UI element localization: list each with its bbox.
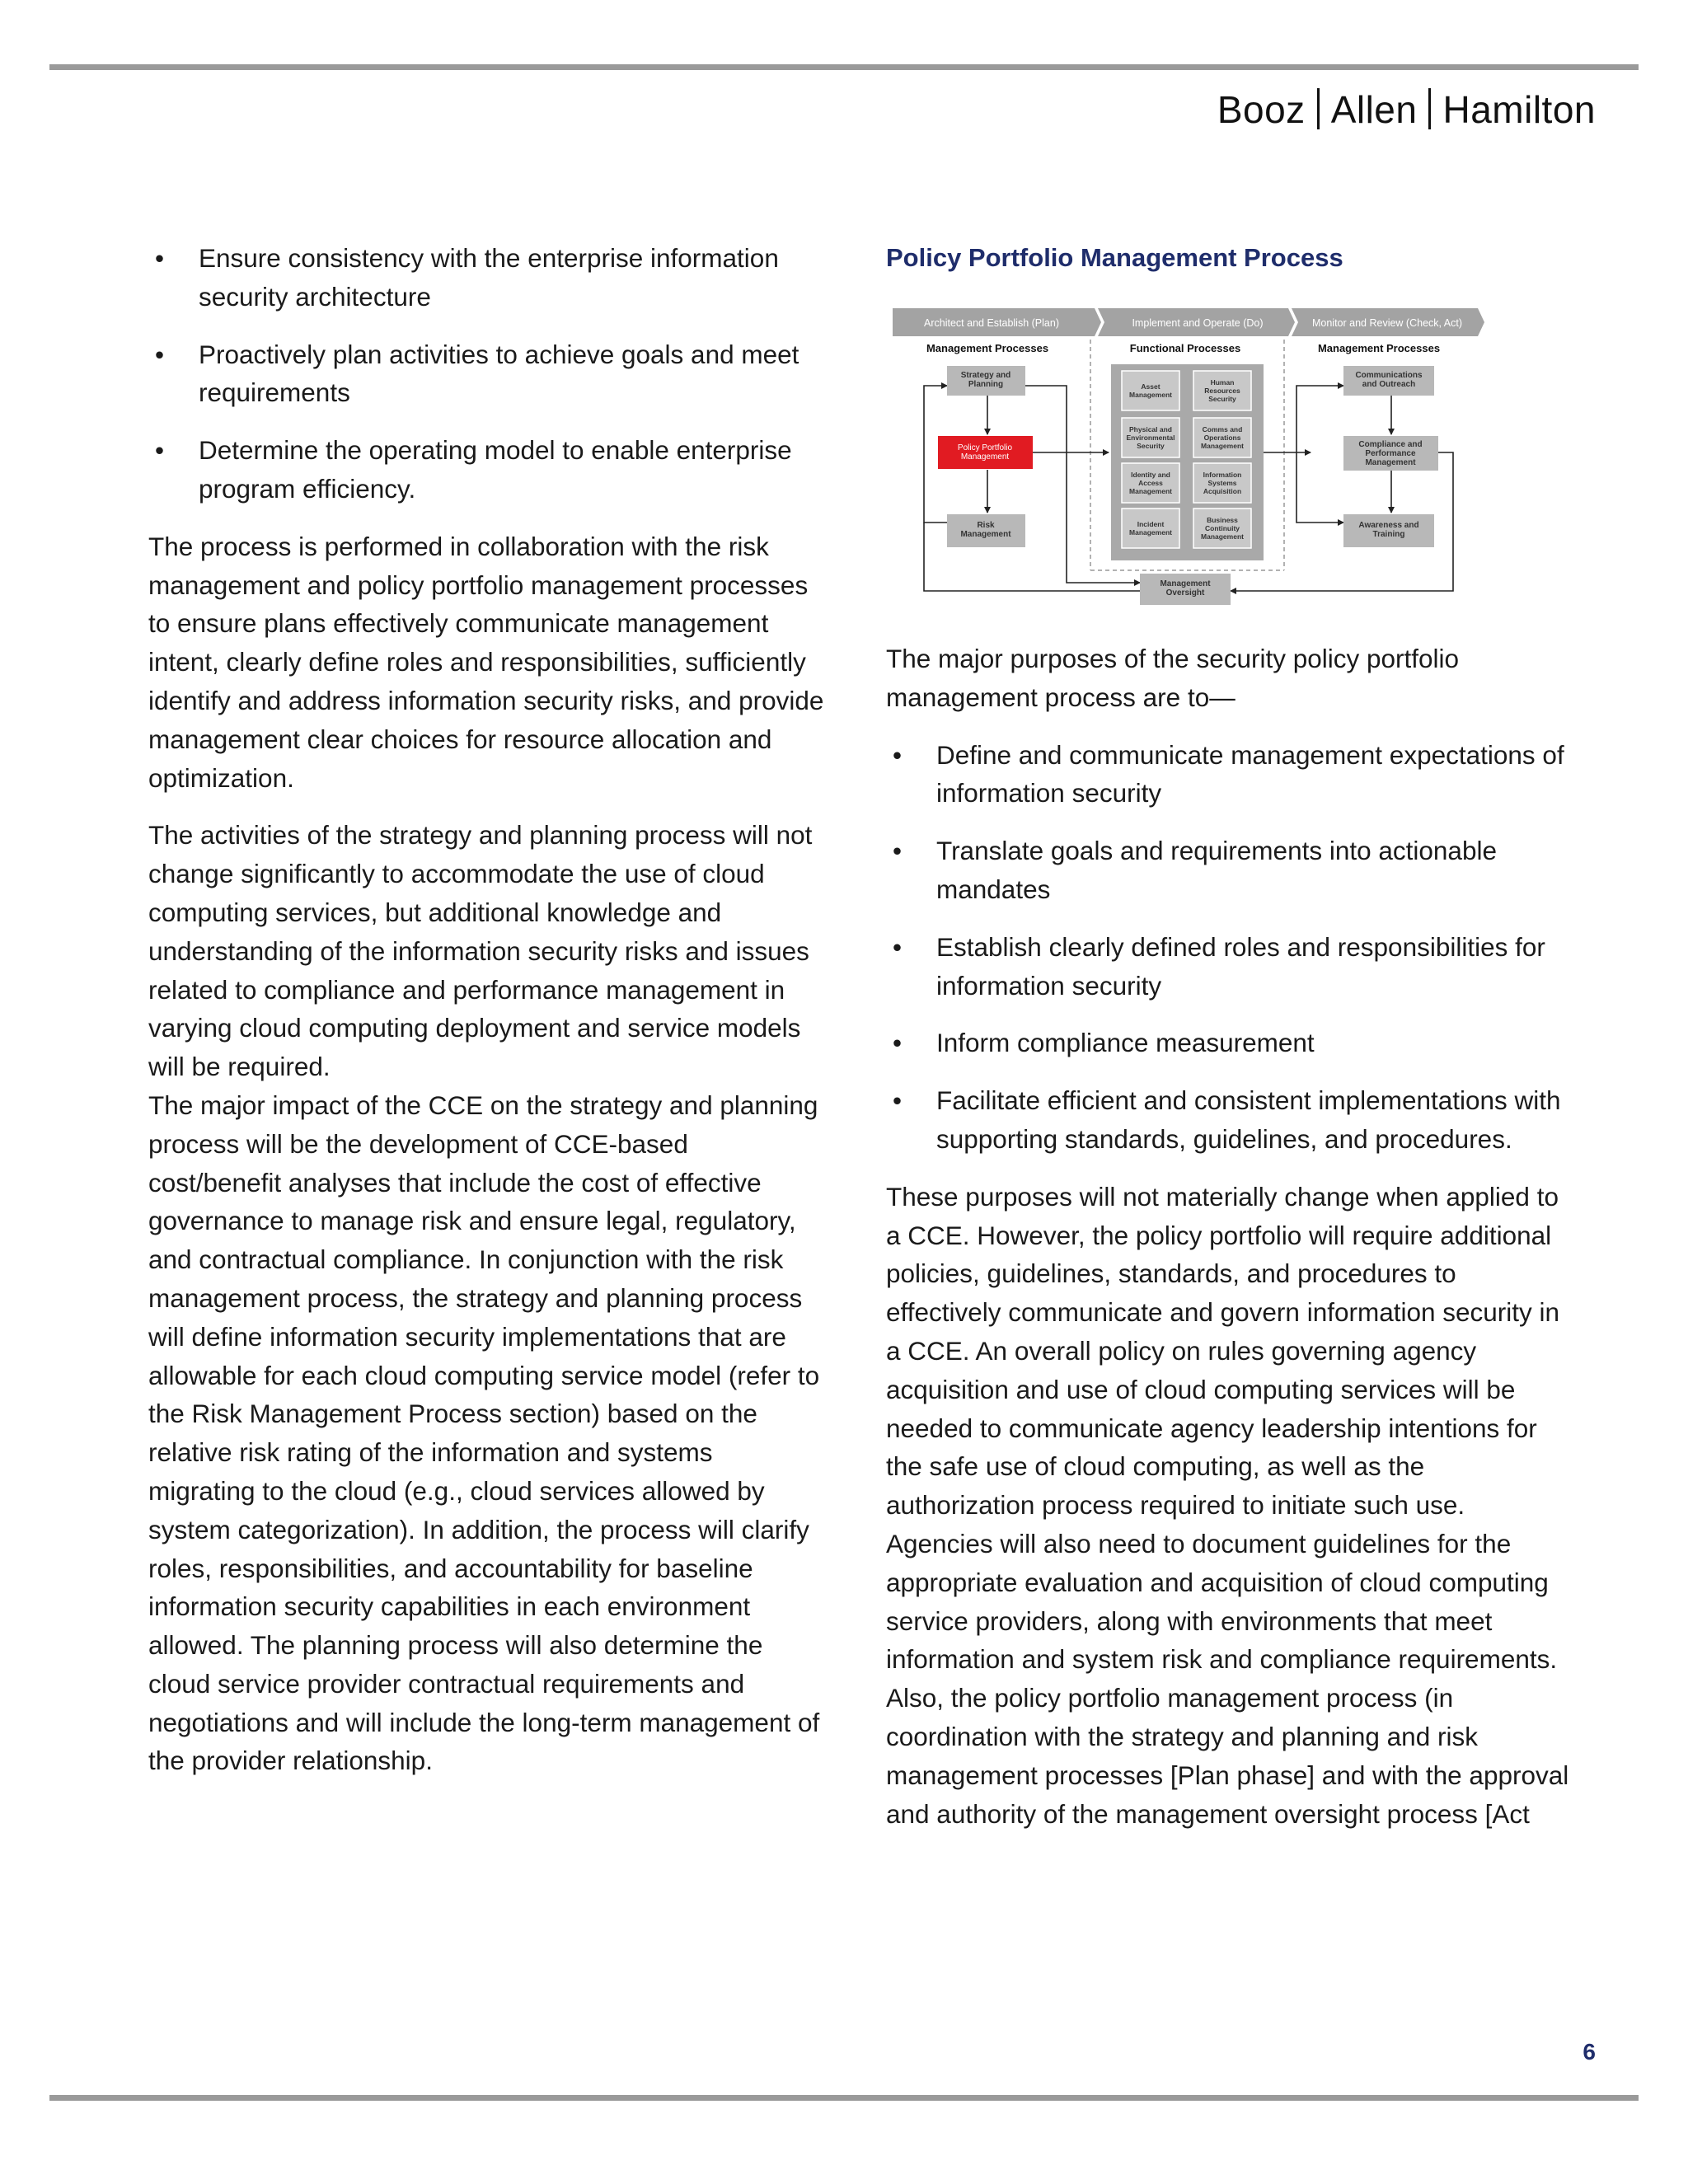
column-header: Management Processes	[926, 342, 1049, 354]
functional-box-label: Incident Management	[1129, 520, 1172, 537]
bullet-icon: •	[893, 739, 903, 770]
list-item-text: Facilitate efficient and consistent implementations with supporting standards, guidelines, and procedures.	[936, 1085, 1561, 1154]
functional-box-label: Physical and Environmental Security	[1126, 425, 1175, 450]
left-process-boxes	[938, 366, 1033, 547]
list-item	[886, 1081, 1570, 1159]
paragraph: These purposes will not materially change when applied to a CCE. However, the policy portfolio will require additional policies, guidelines, standards, and procedures to effectively communicate and govern information security in a CCE. An overall policy on rules governing agency acquisition and use of cloud computing services will be needed to communicate agency leadership intentions for the safe use of cloud computing, as well as the authorization process required to initiate such use. Agencies will also need to document guidelines for the appropriate evaluation and acquisition of cloud computing service providers, along with environments that meet information and system risk and compliance requirements. Also, the policy portfolio management process (in coordination with the strategy and planning and risk management processes [Plan phase] and with the approval and authority of the management oversight process [Act	[886, 1181, 1569, 1829]
functional-box-label: Comms and Operations Management	[1201, 425, 1244, 450]
left-bullet-list	[148, 239, 824, 509]
paragraph: The activities of the strategy and planning process will not change significantly to accommodate the use of cloud computing services, but additional knowledge and understanding of the information security risks and issues related to compliance and performance management in varying cloud computing deployment and service models will be required.	[148, 820, 813, 1082]
top-rule	[49, 64, 1639, 70]
bullet-icon: •	[155, 339, 165, 369]
list-item-text: Proactively plan activities to achieve goals and meet requirements	[199, 339, 799, 408]
functional-box-label: Asset Management	[1129, 382, 1172, 399]
left-column	[148, 239, 824, 1799]
bottom-rule	[49, 2095, 1639, 2101]
box-label: Awareness and Training	[1358, 521, 1419, 539]
bullet-icon: •	[893, 1028, 903, 1058]
functional-box-label: Human Resources Security	[1204, 378, 1240, 403]
paragraph: The process is performed in collaboration with the risk management and policy portfolio management processes to ensure plans effectively communicate management intent, clearly define roles and responsibilities, sufficiently identify and address information security risks, and provide management clear choices for resource allocation and optimization.	[148, 531, 824, 793]
brand-separator	[1428, 88, 1431, 129]
brand-logo	[1217, 87, 1596, 132]
brand-part-2: Allen	[1330, 88, 1418, 131]
policy-process-diagram	[893, 308, 1486, 613]
phase-label: Architect and Establish (Plan)	[924, 317, 1059, 329]
bullet-icon: •	[893, 836, 903, 866]
section-heading: Policy Portfolio Management Process	[886, 243, 1343, 272]
bullet-icon: •	[893, 1085, 903, 1116]
brand-part-3: Hamilton	[1442, 88, 1596, 131]
list-item-text: Inform compliance measurement	[936, 1028, 1315, 1058]
list-item-text: Ensure consistency with the enterprise information security architecture	[199, 243, 779, 312]
functional-box-label: Business Continuity Management	[1201, 516, 1244, 541]
column-header: Functional Processes	[1129, 342, 1241, 354]
list-item	[148, 335, 824, 413]
bullet-icon: •	[155, 435, 165, 466]
right-process-boxes	[1343, 366, 1438, 547]
list-item-text: Determine the operating model to enable enterprise program efficiency.	[199, 435, 792, 504]
right-bullet-list	[886, 736, 1570, 1159]
functional-box-label: Information Systems Acquisition	[1203, 471, 1242, 495]
bullet-icon: •	[893, 931, 903, 962]
arrow	[1296, 452, 1343, 523]
bullet-icon: •	[155, 243, 165, 273]
list-item	[148, 431, 824, 509]
list-item-text: Translate goals and requirements into actionable mandates	[936, 836, 1497, 904]
list-item-text: Establish clearly defined roles and responsibilities for information security	[936, 931, 1545, 1001]
box-label: Policy Portfolio Management	[957, 443, 1013, 462]
box-label: Compliance and Performance Management	[1358, 440, 1423, 467]
phase-bar	[893, 308, 1484, 336]
list-item-text: Define and communicate management expectations of information security	[936, 739, 1564, 808]
brand-part-1: Booz	[1217, 88, 1306, 131]
box-label: Management Oversight	[1160, 579, 1211, 598]
list-item	[886, 736, 1570, 813]
list-item	[886, 1024, 1570, 1062]
right-column	[886, 239, 1570, 1852]
functional-box-label: Identity and Access Management	[1129, 471, 1172, 495]
box-label: Communications and Outreach	[1355, 371, 1423, 389]
column-header: Management Processes	[1317, 342, 1441, 354]
box-label: Strategy and Planning	[960, 371, 1011, 389]
phase-label: Monitor and Review (Check, Act)	[1311, 317, 1463, 329]
box-label: Risk Management	[960, 521, 1011, 539]
paragraph: The major impact of the CCE on the strategy and planning process will be the development of CCE-based cost/benefit analyses that include the cost of effective governance to manage risk and ensure legal, regulatory, and contractual compliance. In conjunction with the risk management process, the strategy and planning process will define information security implementations that are allowable for each cloud computing service model (refer to the Risk Management Process section) based on the relative risk rating of the information and systems migrating to the cloud (e.g., cloud services allowed by system categorization). In addition, the process will clarify roles, responsibilities, and accountability for baseline information security capabilities in each environment allowed. The planning process will also determine the cloud service provider contractual requirements and negotiations and will include the long-term management of the provider relationship.	[148, 1090, 820, 1776]
list-item	[886, 832, 1570, 909]
list-item	[886, 928, 1570, 1005]
paragraph: The major purposes of the security policy portfolio management process are to—	[886, 644, 1460, 712]
page-number: 6	[1582, 2039, 1596, 2064]
list-item	[148, 239, 824, 316]
brand-separator	[1317, 88, 1320, 129]
arrow	[1296, 386, 1343, 452]
phase-label: Implement and Operate (Do)	[1132, 317, 1264, 329]
